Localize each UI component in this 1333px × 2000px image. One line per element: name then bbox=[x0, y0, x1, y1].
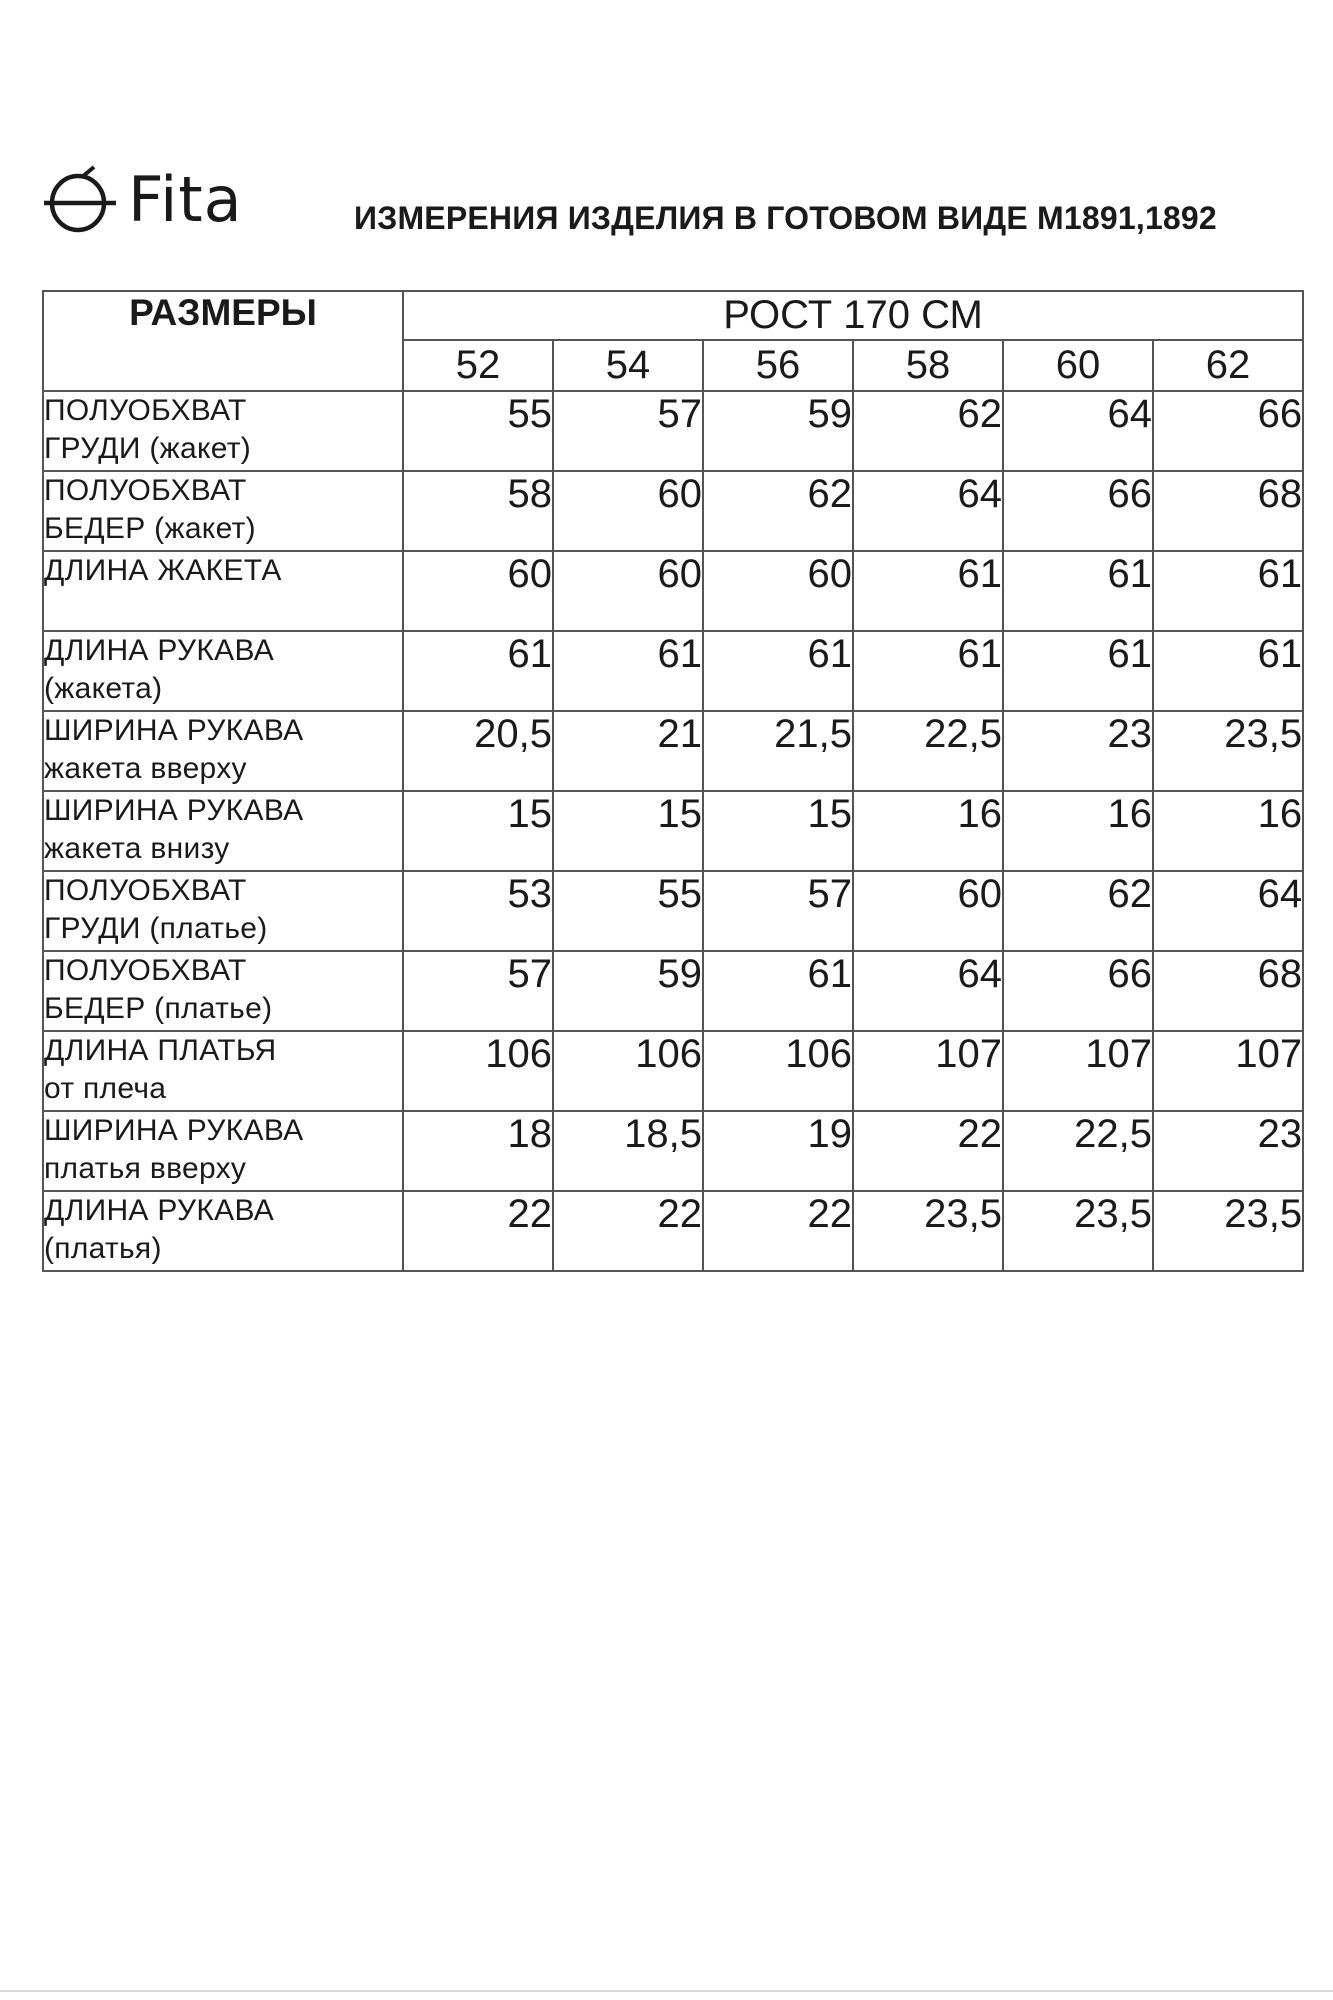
height-header: РОСТ 170 СМ bbox=[403, 291, 1303, 340]
measurement-value: 106 bbox=[703, 1031, 853, 1111]
measurement-value: 61 bbox=[1153, 631, 1303, 711]
parameter-label-line: БЕДЕР (платье) bbox=[44, 992, 273, 1025]
measurement-value: 66 bbox=[1003, 471, 1153, 551]
size-header-cell: 54 bbox=[553, 340, 703, 391]
measurement-value: 15 bbox=[553, 791, 703, 871]
bottom-divider bbox=[0, 1990, 1333, 1992]
measurement-value: 22,5 bbox=[1003, 1111, 1153, 1191]
table-body bbox=[43, 391, 1303, 1271]
parameter-label-line: ДЛИНА ЖАКЕТА bbox=[44, 554, 282, 587]
parameter-label-line: ПОЛУОБХВАТ bbox=[44, 394, 247, 427]
parameter-label-line: ДЛИНА РУКАВА bbox=[44, 634, 275, 667]
measurement-value: 23,5 bbox=[1003, 1191, 1153, 1271]
measurement-value: 106 bbox=[553, 1031, 703, 1111]
measurement-value: 23 bbox=[1003, 711, 1153, 791]
measurement-value: 16 bbox=[853, 791, 1003, 871]
measurement-value: 16 bbox=[1003, 791, 1153, 871]
parameter-label bbox=[43, 1111, 403, 1191]
measurement-value: 64 bbox=[1153, 871, 1303, 951]
table-row bbox=[43, 1191, 1303, 1271]
brand-logo bbox=[42, 160, 243, 240]
measurement-value: 55 bbox=[403, 391, 553, 471]
parameter-label bbox=[43, 791, 403, 871]
measurement-value: 23,5 bbox=[1153, 711, 1303, 791]
size-header-cell: 56 bbox=[703, 340, 853, 391]
measurement-value: 107 bbox=[853, 1031, 1003, 1111]
measurement-value: 18 bbox=[403, 1111, 553, 1191]
measurement-value: 64 bbox=[853, 951, 1003, 1031]
parameter-label bbox=[43, 871, 403, 951]
parameter-label-line: ДЛИНА ПЛАТЬЯ bbox=[44, 1034, 277, 1067]
measurement-value: 61 bbox=[703, 631, 853, 711]
sizes-header: РАЗМЕРЫ bbox=[43, 291, 403, 391]
measurement-value: 106 bbox=[403, 1031, 553, 1111]
table-row bbox=[43, 631, 1303, 711]
measurement-value: 61 bbox=[1003, 631, 1153, 711]
measurement-value: 66 bbox=[1003, 951, 1153, 1031]
measurement-value: 59 bbox=[553, 951, 703, 1031]
measurement-value: 64 bbox=[1003, 391, 1153, 471]
table-row bbox=[43, 1031, 1303, 1111]
measurement-value: 15 bbox=[703, 791, 853, 871]
parameter-label bbox=[43, 471, 403, 551]
parameter-label-line: ПОЛУОБХВАТ bbox=[44, 474, 247, 507]
measurement-value: 60 bbox=[403, 551, 553, 631]
measurement-value: 15 bbox=[403, 791, 553, 871]
measurement-value: 60 bbox=[853, 871, 1003, 951]
measurement-value: 22 bbox=[403, 1191, 553, 1271]
measurement-value: 61 bbox=[853, 631, 1003, 711]
size-header-cell: 58 bbox=[853, 340, 1003, 391]
measurement-value: 66 bbox=[1153, 391, 1303, 471]
measurement-value: 62 bbox=[1003, 871, 1153, 951]
table-header-row bbox=[43, 291, 1303, 340]
parameter-label-line: жакета вверху bbox=[44, 752, 247, 785]
measurement-value: 57 bbox=[553, 391, 703, 471]
parameter-label bbox=[43, 631, 403, 711]
parameter-label-line: платья вверху bbox=[44, 1152, 247, 1185]
size-header-cell: 62 bbox=[1153, 340, 1303, 391]
measurement-value: 55 bbox=[553, 871, 703, 951]
parameter-label-line: БЕДЕР (жакет) bbox=[44, 512, 256, 545]
measurement-value: 61 bbox=[853, 551, 1003, 631]
table-row bbox=[43, 471, 1303, 551]
measurement-value: 107 bbox=[1003, 1031, 1153, 1111]
parameter-label-line: ШИРИНА РУКАВА bbox=[44, 1114, 304, 1147]
measurement-value: 61 bbox=[703, 951, 853, 1031]
measurement-value: 16 bbox=[1153, 791, 1303, 871]
measurement-value: 60 bbox=[553, 471, 703, 551]
measurement-value: 58 bbox=[403, 471, 553, 551]
parameter-label bbox=[43, 711, 403, 791]
measurement-value: 62 bbox=[703, 471, 853, 551]
parameter-label bbox=[43, 391, 403, 471]
parameter-label bbox=[43, 951, 403, 1031]
parameter-label bbox=[43, 1031, 403, 1111]
table-row bbox=[43, 1111, 1303, 1191]
measurement-value: 22 bbox=[703, 1191, 853, 1271]
measurement-value: 22 bbox=[853, 1111, 1003, 1191]
measurement-value: 57 bbox=[703, 871, 853, 951]
size-measurements-table bbox=[42, 290, 1304, 1272]
measurement-value: 23,5 bbox=[853, 1191, 1003, 1271]
measurement-value: 60 bbox=[553, 551, 703, 631]
parameter-label-line: от плеча bbox=[44, 1072, 167, 1105]
parameter-label-line: ДЛИНА РУКАВА bbox=[44, 1194, 275, 1227]
document-title: ИЗМЕРЕНИЯ ИЗДЕЛИЯ В ГОТОВОМ ВИДЕ М1891,1892 bbox=[354, 200, 1217, 236]
measurement-value: 61 bbox=[403, 631, 553, 711]
measurement-value: 61 bbox=[553, 631, 703, 711]
table-row bbox=[43, 391, 1303, 471]
parameter-label-line: ПОЛУОБХВАТ bbox=[44, 874, 247, 907]
measurement-value: 23 bbox=[1153, 1111, 1303, 1191]
parameter-label-line: (платья) bbox=[44, 1232, 162, 1265]
table-row bbox=[43, 871, 1303, 951]
parameter-label-line: ШИРИНА РУКАВА bbox=[44, 794, 304, 827]
parameter-label-line: ШИРИНА РУКАВА bbox=[44, 714, 304, 747]
measurement-value: 18,5 bbox=[553, 1111, 703, 1191]
parameter-label bbox=[43, 1191, 403, 1271]
measurement-value: 59 bbox=[703, 391, 853, 471]
measurement-value: 22,5 bbox=[853, 711, 1003, 791]
parameter-label-line: жакета внизу bbox=[44, 832, 230, 865]
measurement-value: 61 bbox=[1003, 551, 1153, 631]
table-row bbox=[43, 791, 1303, 871]
table-row bbox=[43, 551, 1303, 631]
fita-theta-logo-icon bbox=[42, 163, 120, 237]
table-row bbox=[43, 951, 1303, 1031]
measurement-value: 22 bbox=[553, 1191, 703, 1271]
measurement-value: 61 bbox=[1153, 551, 1303, 631]
brand-name: Fita bbox=[128, 163, 243, 236]
measurement-value: 60 bbox=[703, 551, 853, 631]
parameter-label bbox=[43, 551, 403, 631]
size-header-cell: 52 bbox=[403, 340, 553, 391]
measurement-value: 68 bbox=[1153, 951, 1303, 1031]
measurement-value: 68 bbox=[1153, 471, 1303, 551]
parameter-label-line: ГРУДИ (платье) bbox=[44, 912, 268, 945]
measurement-value: 107 bbox=[1153, 1031, 1303, 1111]
size-header-cell: 60 bbox=[1003, 340, 1153, 391]
parameter-label-line bbox=[44, 590, 402, 628]
table-row bbox=[43, 711, 1303, 791]
measurement-value: 23,5 bbox=[1153, 1191, 1303, 1271]
parameter-label-line: ПОЛУОБХВАТ bbox=[44, 954, 247, 987]
measurement-value: 64 bbox=[853, 471, 1003, 551]
measurement-value: 21 bbox=[553, 711, 703, 791]
measurement-value: 19 bbox=[703, 1111, 853, 1191]
parameter-label-line: (жакета) bbox=[44, 672, 163, 705]
parameter-label-line: ГРУДИ (жакет) bbox=[44, 432, 252, 465]
document-header bbox=[42, 160, 1302, 250]
measurement-value: 20,5 bbox=[403, 711, 553, 791]
measurement-value: 21,5 bbox=[703, 711, 853, 791]
measurement-value: 57 bbox=[403, 951, 553, 1031]
measurement-value: 53 bbox=[403, 871, 553, 951]
measurement-value: 62 bbox=[853, 391, 1003, 471]
